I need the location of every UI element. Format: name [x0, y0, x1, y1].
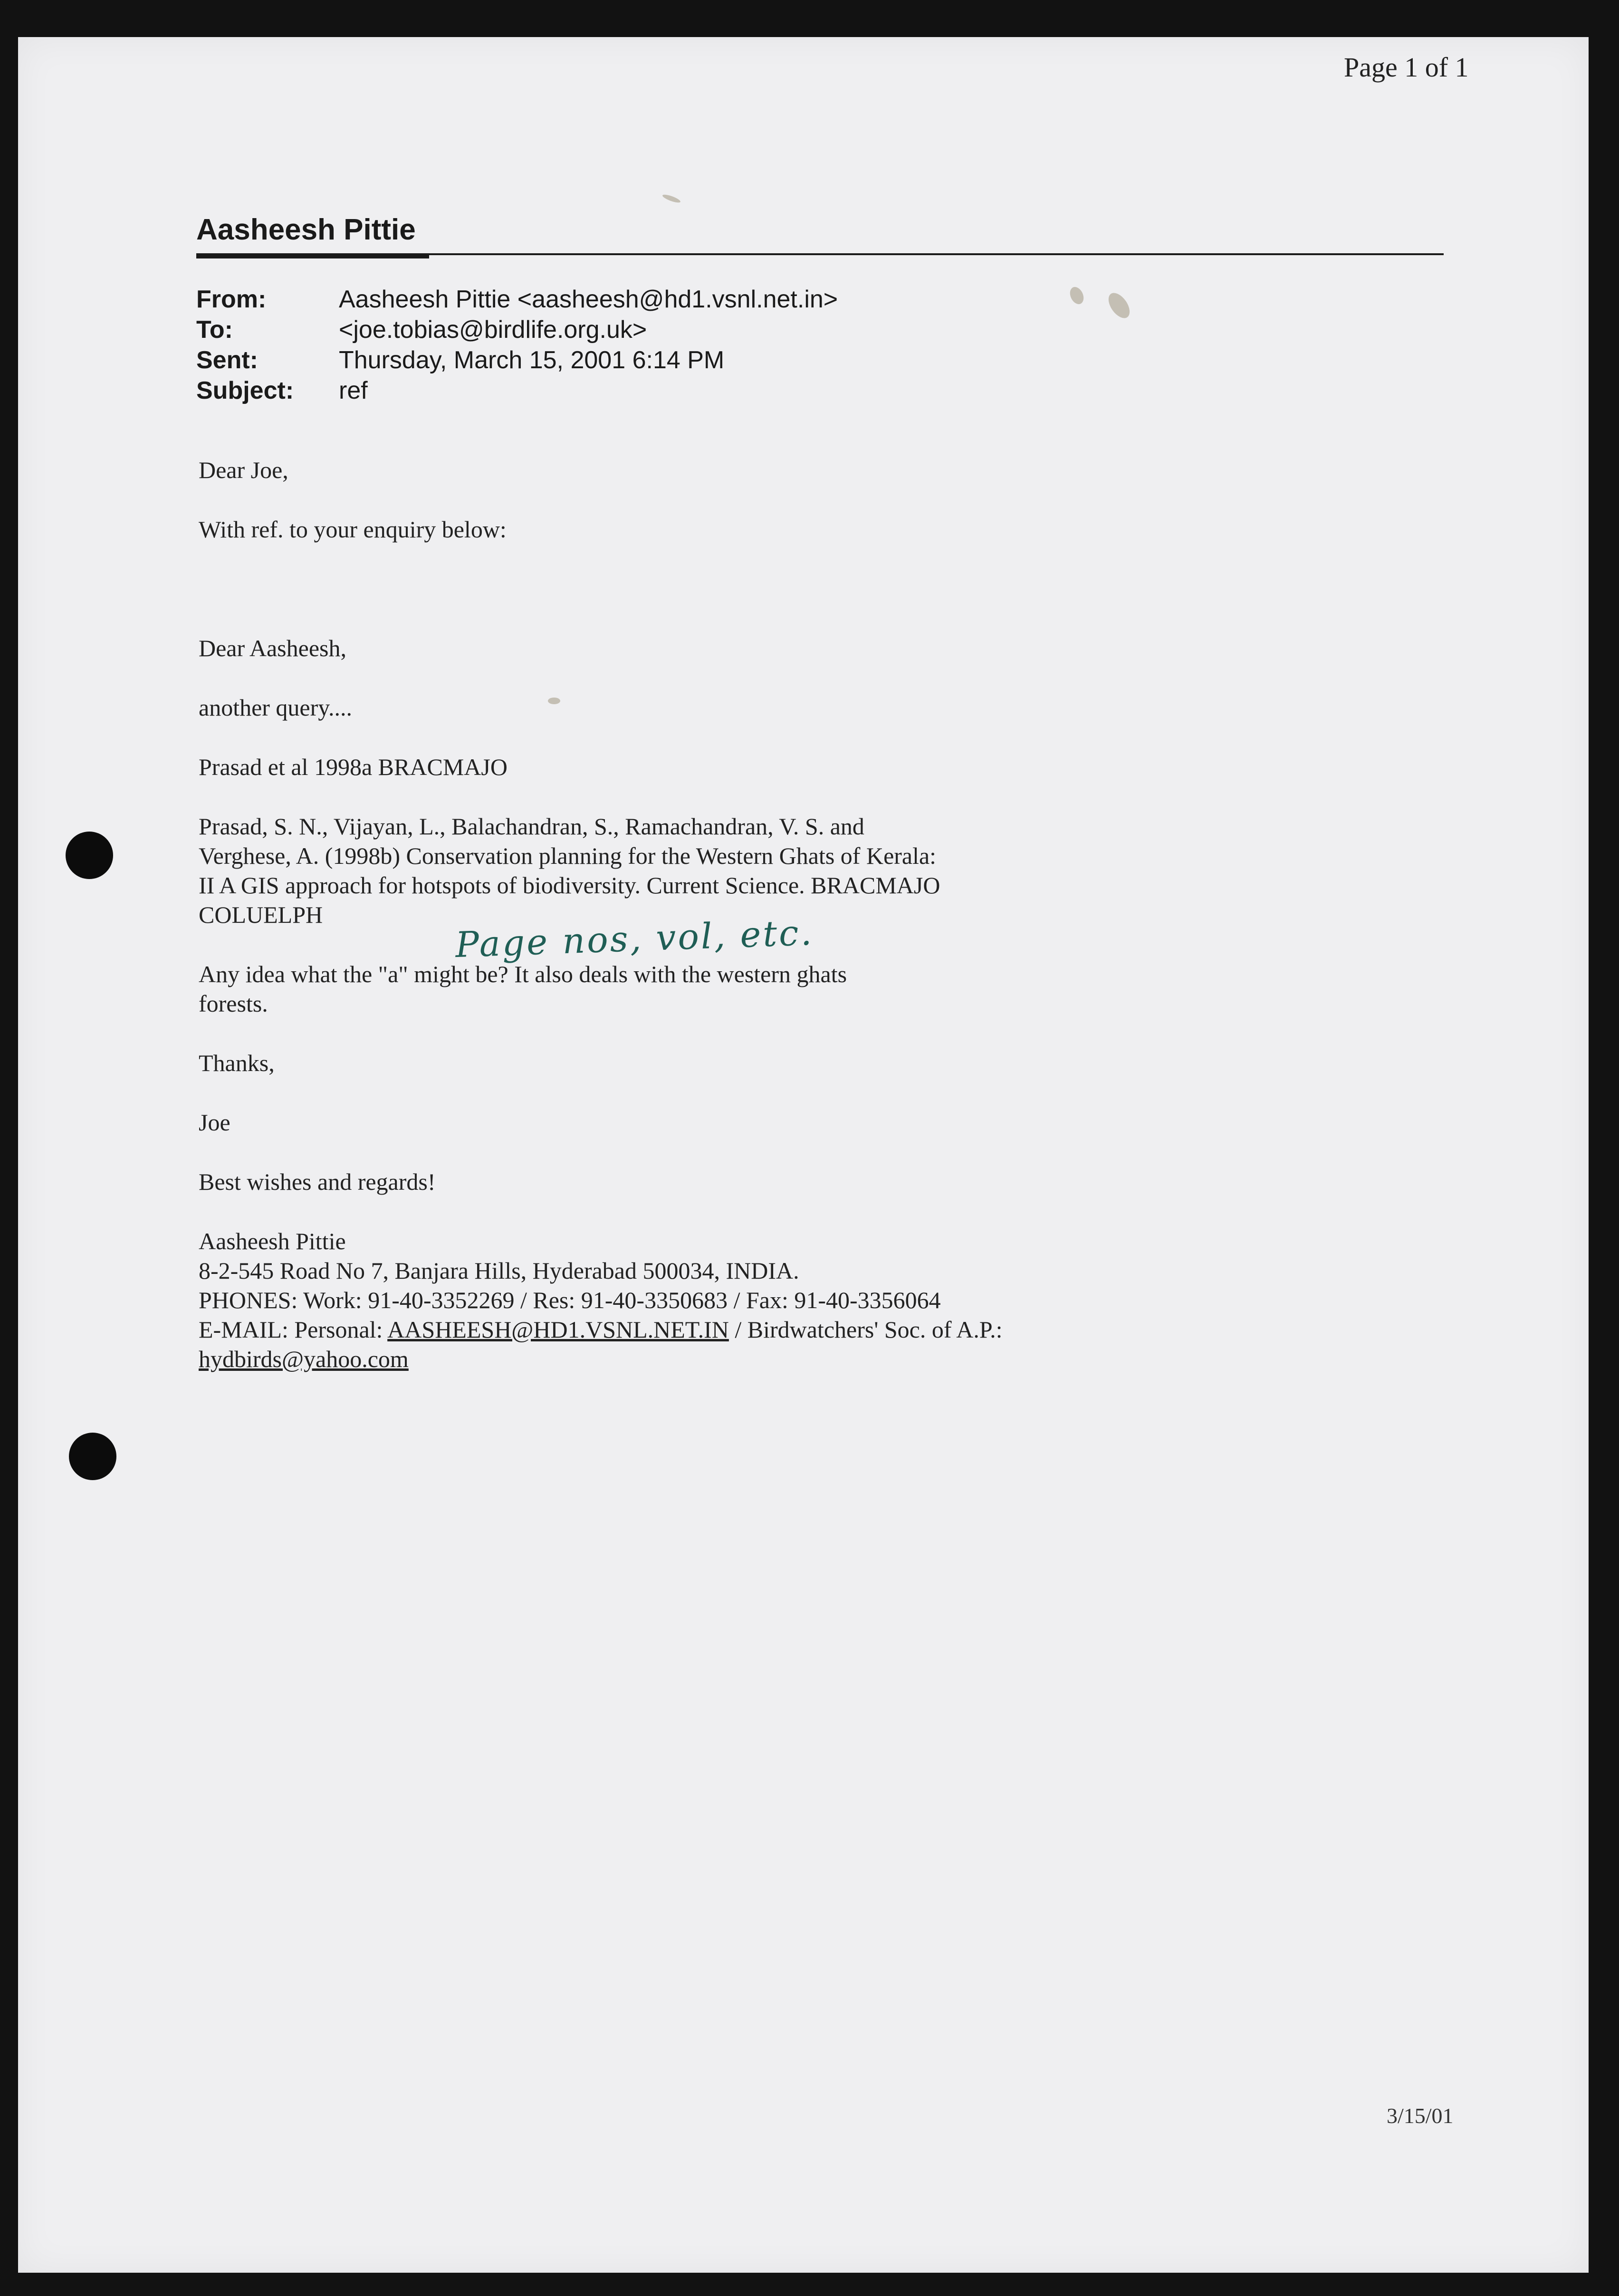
- paper-speck: [548, 698, 560, 704]
- handwritten-annotation: Page nos, vol, etc.: [454, 912, 814, 966]
- reference-line: COLUELPH: [199, 901, 323, 928]
- greeting: Dear Joe,: [199, 457, 288, 483]
- paper-speck: [1104, 289, 1134, 322]
- society-email-link[interactable]: hydbirds@yahoo.com: [199, 1346, 409, 1372]
- reference-line: Prasad, S. N., Vijayan, L., Balachandran, S., Ramachandran, V. S. and: [199, 813, 864, 840]
- question-line: forests.: [199, 990, 268, 1017]
- question: [199, 959, 1458, 1018]
- page-number: Page 1 of 1: [1344, 52, 1469, 83]
- subject-value: ref: [339, 377, 368, 404]
- reference-line: II A GIS approach for hotspots of biodiversity. Current Science. BRACMAJO: [199, 872, 940, 899]
- cut-off-date: [1387, 2104, 1458, 2128]
- subject-row: [196, 375, 838, 406]
- sent-row: [196, 345, 838, 375]
- to-label: To:: [196, 316, 233, 344]
- personal-email-link[interactable]: AASHEESH@HD1.VSNL.NET.IN: [387, 1316, 729, 1343]
- cut-off-date-text: 3/15/01: [1387, 2104, 1454, 2128]
- intro-line: With ref. to your enquiry below:: [199, 516, 507, 543]
- punch-hole: [69, 1433, 116, 1480]
- thanks-line: Thanks,: [199, 1050, 275, 1076]
- signature-address: 8-2-545 Road No 7, Banjara Hills, Hyderabad 500034, INDIA.: [199, 1257, 799, 1284]
- query-line: another query....: [199, 694, 353, 721]
- to-row: [196, 315, 838, 345]
- paper-speck: [661, 193, 681, 204]
- subject-label: Subject:: [196, 377, 294, 404]
- header-rule-accent: [196, 253, 429, 258]
- to-value: <joe.tobias@birdlife.org.uk>: [339, 316, 647, 344]
- reference-full: [199, 812, 1458, 929]
- letterhead-name: Aasheesh Pittie: [196, 213, 416, 246]
- signature-block: [199, 1226, 1458, 1374]
- email-body: [199, 455, 1458, 1404]
- quoted-greeting: Dear Aasheesh,: [199, 635, 346, 661]
- from-row: [196, 284, 838, 315]
- closing-line: Best wishes and regards!: [199, 1168, 436, 1195]
- signature-email-middle: / Birdwatchers' Soc. of A.P.:: [728, 1316, 1003, 1343]
- signature-phones: PHONES: Work: 91-40-3352269 / Res: 91-40-3350683 / Fax: 91-40-3356064: [199, 1287, 941, 1313]
- reference-line: Verghese, A. (1998b) Conservation planning for the Western Ghats of Kerala:: [199, 842, 937, 869]
- from-label: From:: [196, 286, 267, 313]
- from-value: Aasheesh Pittie <aasheesh@hd1.vsnl.net.in>: [339, 286, 838, 313]
- punch-hole: [66, 832, 113, 879]
- question-line: Any idea what the "a" might be? It also deals with the western ghats: [199, 961, 847, 987]
- sent-label: Sent:: [196, 346, 258, 374]
- sender-name: Joe: [199, 1109, 230, 1136]
- signature-name: Aasheesh Pittie: [199, 1228, 346, 1254]
- signature-email-prefix: E-MAIL: Personal:: [199, 1316, 388, 1343]
- paper-sheet: [18, 37, 1589, 2273]
- email-headers: [196, 284, 838, 406]
- reference-short: Prasad et al 1998a BRACMAJO: [199, 754, 508, 780]
- sent-value: Thursday, March 15, 2001 6:14 PM: [339, 346, 725, 374]
- paper-speck: [1067, 285, 1086, 306]
